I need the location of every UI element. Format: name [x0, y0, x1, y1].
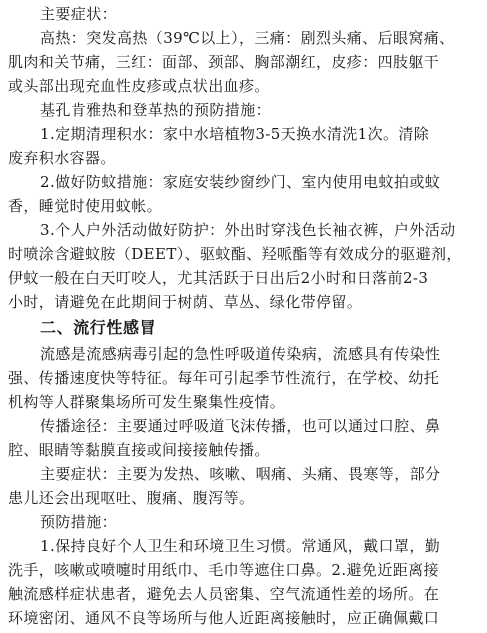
text-line: 腔、眼睛等黏膜直接或间接接触传播。 [8, 441, 270, 459]
text-line: 3.个人户外活动做好防护：外出时穿浅色长袖衣裤，户外活动 [40, 221, 456, 239]
text-line: 患儿还会出现呕吐、腹痛、腹泻等。 [8, 489, 255, 507]
text-line: 香，睡觉时使用蚊帐。 [8, 197, 163, 215]
text-line: 预防措施： [40, 513, 118, 531]
text-line: 高热：突发高热（39℃以上），三痛：剧烈头痛、后眼窝痛、 [40, 29, 455, 47]
text-line: 主要症状： [40, 5, 118, 23]
text-line: 或头部出现充血性皮疹或点状出血疹。 [8, 77, 270, 95]
text-line: 2.做好防蚊措施：家庭安装纱窗纱门、室内使用电蚊拍或蚊 [40, 173, 441, 191]
text-line: 强、传播速度快等特征。每年可引起季节性流行，在学校、幼托 [8, 369, 440, 387]
text-line: 废弃积水容器。 [8, 149, 116, 167]
text-line: 基孔肯雅热和登革热的预防措施： [40, 101, 272, 119]
text-line: 时喷涂含避蚊胺（DEET）、驱蚊酯、羟哌酯等有效成分的驱避剂， [8, 245, 462, 263]
text-line: 1.定期清理积水：家中水培植物3-5天换水清洗1次。清除 [40, 125, 430, 143]
text-line: 主要症状：主要为发热、咳嗽、咽痛、头痛、畏寒等，部分 [40, 465, 441, 483]
text-line: 环境密闭、通风不良等场所与他人近距离接触时，应正确佩戴口 [8, 609, 440, 627]
text-line: 流感是流感病毒引起的急性呼吸道传染病，流感具有传染性 [40, 345, 441, 363]
text-line: 伊蚊一般在白天叮咬人，尤其活跃于日出后2小时和日落前2-3 [8, 269, 429, 287]
text-line: 机构等人群聚集场所可发生聚集性疫情。 [8, 393, 286, 411]
text-line: 肌肉和关节痛，三红：面部、颈部、胸部潮红，皮疹：四肢躯干 [8, 53, 440, 71]
section-heading: 二、流行性感冒 [40, 318, 157, 337]
text-line: 洗手，咳嗽或喷嚏时用纸巾、毛巾等遮住口鼻。2.避免近距离接 [8, 561, 439, 579]
text-line: 1.保持良好个人卫生和环境卫生习惯。常通风，戴口罩，勤 [40, 537, 441, 555]
text-line: 小时，请避免在此期间于树荫、草丛、绿化带停留。 [8, 293, 363, 311]
text-line: 传播途径：主要通过呼吸道飞沫传播，也可以通过口腔、鼻 [40, 417, 441, 435]
text-line: 触流感样症状患者，避免去人员密集、空气流通性差的场所。在 [8, 585, 440, 603]
